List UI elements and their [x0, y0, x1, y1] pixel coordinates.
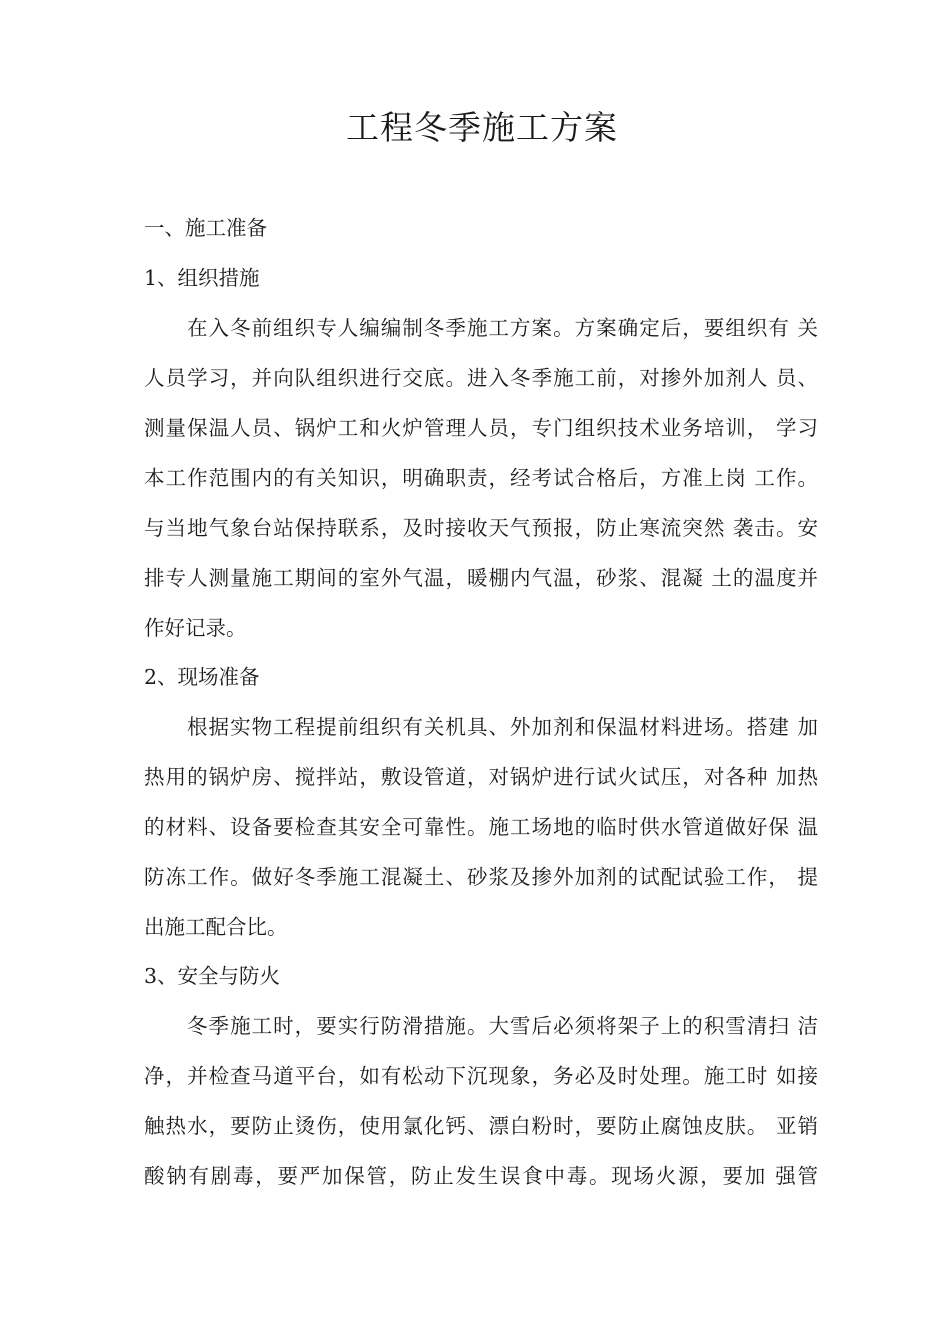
paragraph-line: 防冻工作。做好冬季施工混凝土、砂浆及掺外加剂的试配试验工作， 提: [144, 865, 818, 889]
subsection-heading-site-preparation: 2、现场准备: [144, 665, 260, 689]
paragraph-line: 在入冬前组织专人编编制冬季施工方案。方案确定后，要组织有 关: [187, 316, 818, 340]
paragraph-line: 测量保温人员、锅炉工和火炉管理人员，专门组织技术业务培训， 学习: [144, 416, 818, 440]
paragraph-line: 触热水，要防止烫伤，使用氯化钙、漂白粉时，要防止腐蚀皮肤。 亚销: [144, 1114, 818, 1138]
paragraph-line: 本工作范围内的有关知识，明确职责，经考试合格后，方准上岗 工作。: [144, 466, 818, 490]
paragraph-line: 冬季施工时，要实行防滑措施。大雪后必须将架子上的积雪清扫 洁: [187, 1014, 818, 1038]
subsection-heading-safety-fire: 3、安全与防火: [144, 964, 281, 988]
paragraph-line: 根据实物工程提前组织有关机具、外加剂和保温材料进场。搭建 加: [187, 715, 818, 739]
paragraph-line: 排专人测量施工期间的室外气温，暖棚内气温，砂浆、混凝 土的温度并: [144, 566, 818, 590]
paragraph-line: 与当地气象台站保持联系，及时接收天气预报，防止寒流突然 袭击。安: [144, 516, 818, 540]
subsection-heading-organization: 1、组织措施: [144, 266, 260, 290]
paragraph-line: 作好记录。: [144, 616, 247, 640]
section-heading-preparation: 一、施工准备: [144, 216, 267, 240]
paragraph-line: 人员学习，并向队组织进行交底。进入冬季施工前，对掺外加剂人 员、: [144, 366, 818, 390]
paragraph-line: 酸钠有剧毒，要严加保管，防止发生误食中毒。现场火源，要加 强管: [144, 1164, 818, 1188]
paragraph-line: 热用的锅炉房、搅拌站，敷设管道，对锅炉进行试火试压，对各种 加热: [144, 765, 818, 789]
paragraph-line: 出施工配合比。: [144, 915, 288, 939]
document-title: 工程冬季施工方案: [346, 108, 618, 147]
paragraph-line: 的材料、设备要检查其安全可靠性。施工场地的临时供水管道做好保 温: [144, 815, 818, 839]
paragraph-line: 净，并检查马道平台，如有松动下沉现象，务必及时处理。施工时 如接: [144, 1064, 818, 1088]
